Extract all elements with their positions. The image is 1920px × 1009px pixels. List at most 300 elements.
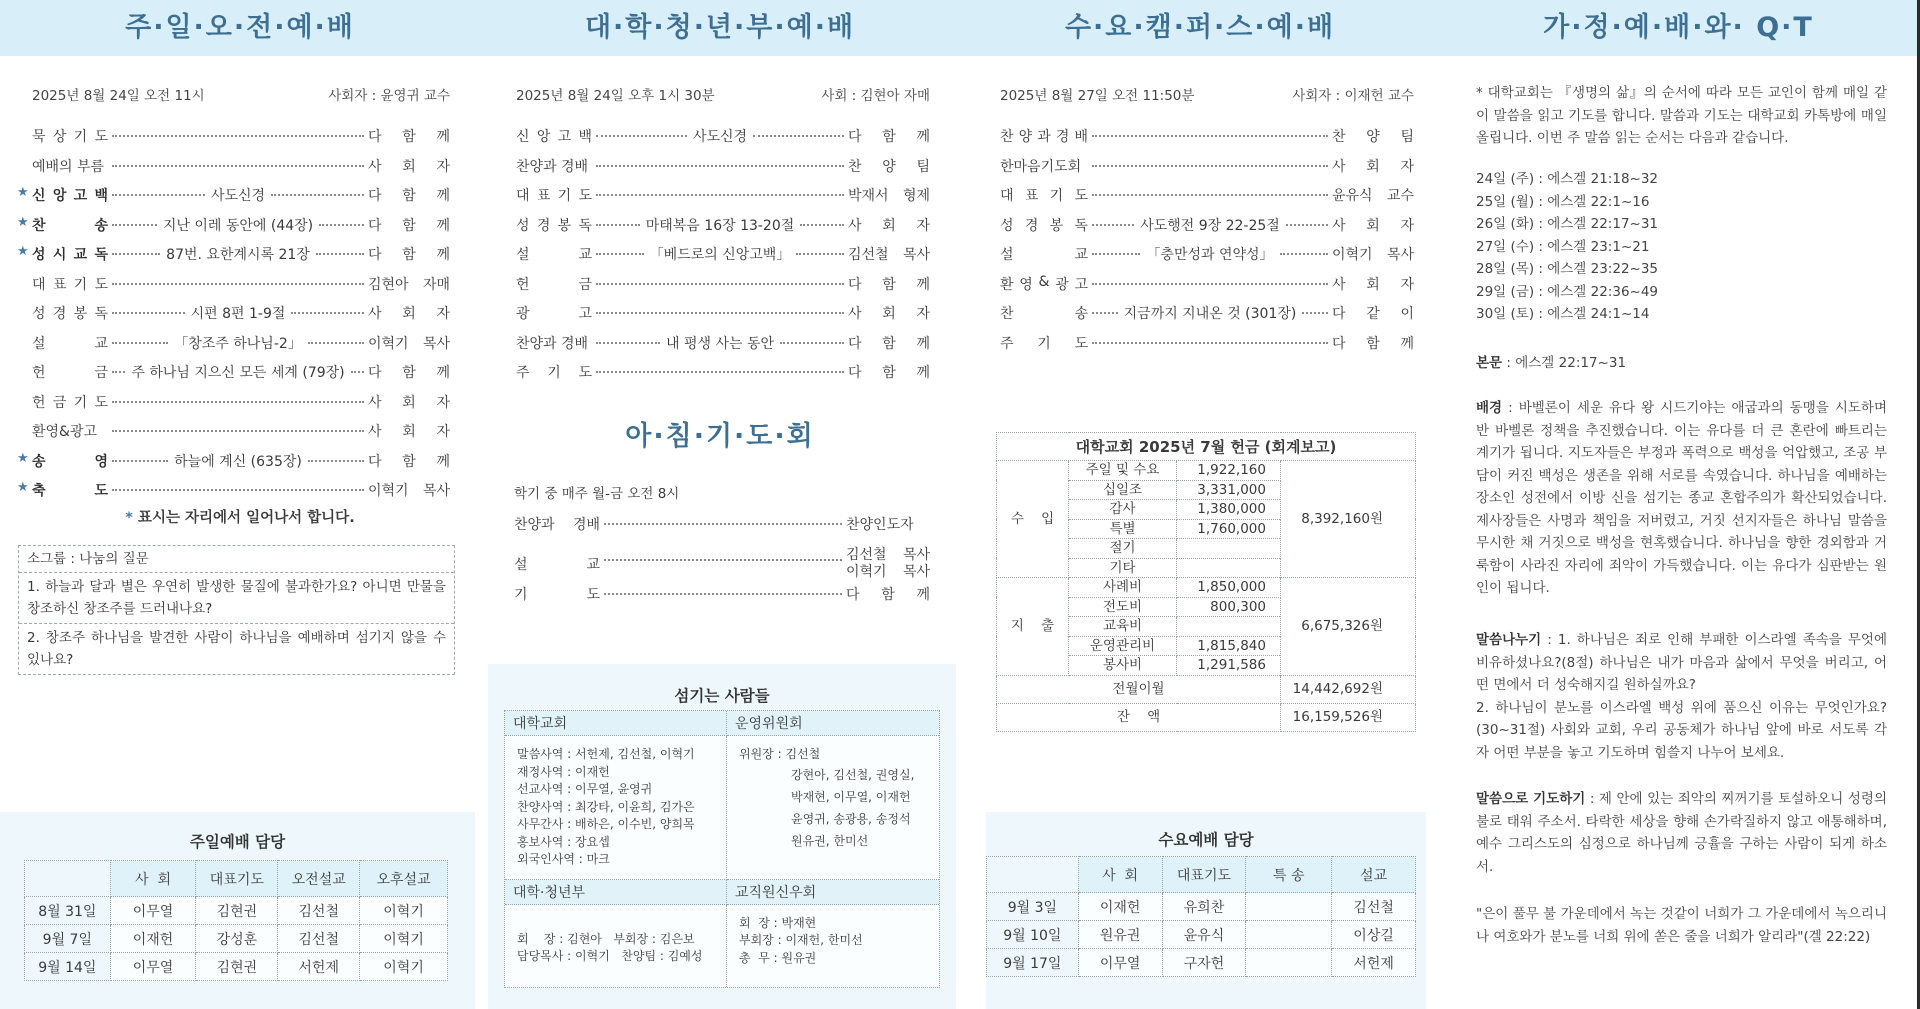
dot-leader <box>1286 224 1328 226</box>
order-item <box>1000 274 1414 304</box>
servants-group-heading: 교직원신우회 <box>727 880 939 905</box>
star-icon: ★ <box>17 185 29 200</box>
order-item-label: 광 고 <box>516 306 592 322</box>
order-item <box>17 244 450 274</box>
table-cell: 특별 <box>1069 519 1177 539</box>
table-cell: 사례비 <box>1069 578 1177 598</box>
order-item-detail: 사도신경 <box>210 188 266 204</box>
order-item-label: 신 앙 고 백 <box>516 129 592 145</box>
table-cell: 유희찬 <box>1162 893 1246 921</box>
table-cell: 구자헌 <box>1162 949 1246 977</box>
table-cell: 이혁기 <box>360 897 448 925</box>
order-item <box>514 584 930 614</box>
order-item-label: 성 시 교 독 <box>32 247 108 263</box>
dot-leader <box>112 460 168 462</box>
table-cell: 강성훈 <box>196 925 278 953</box>
dot-leader <box>596 253 644 255</box>
order-of-worship <box>17 126 451 510</box>
order-item-label: 성 경 봉 독 <box>1000 217 1088 234</box>
morning-prayer-title: 아·침·기·도·회 <box>625 421 815 452</box>
dot-leader <box>596 165 844 167</box>
order-item-leader: 찬양인도자 <box>846 517 914 533</box>
dot-leader <box>112 283 364 285</box>
order-item-detail: 하늘에 계신 (635장) <box>174 453 302 470</box>
table-cell: 1,291,586 <box>1177 656 1281 676</box>
table-cell: 전월이월 <box>997 675 1281 703</box>
section-title: 수·요·캠·퍼·스·예·배 <box>1064 12 1336 43</box>
report-title: 대학교회 2025년 7월 헌금 (회계보고) <box>997 433 1416 461</box>
reading-plan-item: 27일 (수) : 에스겔 23:1~21 <box>1476 238 1650 255</box>
order-item-leader: 김선철 목사 이혁기 목사 <box>846 546 930 580</box>
dot-leader <box>780 342 844 344</box>
table-cell: 이상길 <box>1332 921 1416 949</box>
table-cell: 운영관리비 <box>1069 636 1177 656</box>
duty-title: 수요예배 담당 <box>1158 831 1254 849</box>
table-cell: 김현권 <box>196 953 278 981</box>
dot-leader <box>1092 135 1328 137</box>
order-item-label: 주 기 도 <box>1000 335 1088 352</box>
table-cell: 기타 <box>1069 558 1177 578</box>
order-item-leader: 다 함 께 <box>848 276 930 293</box>
qt-prayer: 말씀으로 기도하기 : 제 안에 있는 죄악의 찌꺼기를 토설하오니 성령의 불로 태워 주소서. 타락한 세상을 향해 손가락질하지 않고 애통해하며, 예수 그리스도의 심정으로 하나님께 긍휼을 구하는 사람이 되게 하소서. <box>1476 791 1887 875</box>
order-item <box>516 126 930 156</box>
servants-group-body: 말씀사역 : 서헌제, 김선철, 이혁기 재정사역 : 이재헌 선교사역 : 이무열, 윤영귀 찬양사역 : 최강타, 이윤희, 김가은 사무간사 : 배하은, 이수빈, 양희목 홍보사역 : 장요셉 외국인사역 : 마크 <box>505 736 727 880</box>
order-item <box>1000 244 1414 274</box>
table-row <box>25 925 448 953</box>
order-item-label: 찬 송 <box>1000 306 1088 322</box>
column-header: 특 송 <box>1246 857 1332 893</box>
table-cell: 김선철 <box>1332 893 1416 921</box>
table-cell: 1,815,840 <box>1177 636 1281 656</box>
table-row <box>987 893 1416 921</box>
order-item-leader: 이혁기 목사 <box>368 335 450 352</box>
order-item-label: 설 교 <box>514 556 600 573</box>
servants-group-body: 회 장 : 박재현 부회장 : 이재헌, 한미선 총 무 : 원유권 <box>739 915 863 965</box>
table-cell: 잔 액 <box>997 703 1281 731</box>
dot-leader <box>308 460 364 462</box>
reading-plan-item: 25일 (월) : 에스겔 22:1~16 <box>1476 193 1650 210</box>
section-total: 6,675,326원 <box>1281 578 1416 676</box>
servants-panel <box>488 664 956 1009</box>
qt-sharing: 말씀나누기 : 1. 하나님은 죄로 인해 부패한 이스라엘 족속을 무엇에 비유하셨나요?(8절) 하나님은 내가 마음과 삶에서 무엇을 버리고, 어떤 면에서 더 성숙해지길 원하실까요? 2. 하나님이 분노를 이스라엘 백성 위에 품으신 이유는 무엇인가요?(30~31절) 사회와 교회, 우리 공동체가 하나님 앞에 바로 서도록 각자 어떤 부분을 놓고 기도하며 힘쓸지 나누어 보세요. <box>1476 632 1887 761</box>
dot-leader <box>604 559 842 561</box>
dot-leader <box>112 312 185 314</box>
dot-leader <box>1092 283 1328 285</box>
table-cell <box>1177 539 1281 559</box>
order-item-detail: 마태복음 16장 13-20절 <box>645 217 795 234</box>
order-item-detail: 87번. 요한계시록 21장 <box>166 247 310 263</box>
table-cell: 원유권 <box>1078 921 1162 949</box>
order-item-label: 주 기 도 <box>516 365 592 381</box>
service-host: 사회 : 김현아 자매 <box>821 88 930 104</box>
servants-group-body: 회 장 : 김현아 부회장 : 김은보 담당목사 : 이혁기 찬양팀 : 김예성 <box>505 905 727 987</box>
order-item-leader: 사 회 자 <box>848 217 931 234</box>
order-item <box>1000 185 1414 215</box>
order-item-label: 성 경 봉 독 <box>32 306 108 322</box>
table-cell: 1,380,000 <box>1177 500 1281 520</box>
order-item-leader: 이혁기 목사 <box>368 483 450 499</box>
table-cell: 8월 31일 <box>25 897 111 925</box>
reading-plan-item: 28일 (목) : 에스겔 23:22~35 <box>1476 261 1659 277</box>
table-cell: 주일 및 수요 <box>1069 461 1177 481</box>
star-icon: ★ <box>17 480 29 495</box>
order-item-detail: 시편 8편 1-9절 <box>190 306 286 322</box>
order-item-leader: 찬 양 팀 <box>848 158 930 175</box>
table-cell: 이무열 <box>1078 949 1162 977</box>
order-item <box>516 244 930 274</box>
table-cell: 1,850,000 <box>1177 578 1281 598</box>
order-item <box>1000 333 1414 363</box>
standing-note: * 표시는 자리에서 일어나서 합니다. <box>125 510 355 526</box>
table-row <box>987 921 1416 949</box>
table-cell: 9월 17일 <box>987 949 1079 977</box>
order-item-detail: 내 평생 사는 동안 <box>665 335 775 352</box>
order-item-leader: 김현아 자매 <box>368 276 450 293</box>
table-cell: 윤유식 <box>1162 921 1246 949</box>
dot-leader <box>112 135 364 137</box>
dot-leader <box>796 253 844 255</box>
home-worship-qt <box>1440 0 1917 1009</box>
order-item-label: 환영&광고 <box>32 424 98 440</box>
order-item <box>1000 215 1414 245</box>
order-of-worship <box>516 126 930 392</box>
order-item <box>17 185 451 215</box>
table-cell <box>1246 949 1332 977</box>
table-cell: 9월 3일 <box>987 893 1079 921</box>
order-item <box>17 214 450 245</box>
order-item-leader: 다 함 께 <box>848 129 931 145</box>
order-item-label: 환 영 & 광 고 <box>1000 273 1088 293</box>
table-cell: 1,922,160 <box>1177 461 1281 481</box>
section-title: 가·정·예·배·와· Q·T <box>1543 12 1814 43</box>
order-item <box>516 362 930 392</box>
star-icon: ★ <box>17 450 29 466</box>
order-item-leader: 다 함 께 <box>368 247 450 263</box>
dot-leader <box>800 224 844 226</box>
qt-passage: 본문 : 에스겔 22:17~31 <box>1476 355 1627 371</box>
column-header <box>987 857 1079 893</box>
dot-leader <box>319 224 364 226</box>
table-cell: 이무열 <box>110 897 196 925</box>
order-item-leader: 사 회 자 <box>368 306 450 322</box>
reading-plan-item: 26일 (화) : 에스겔 22:17~31 <box>1476 216 1659 232</box>
order-item-leader: 다 함 께 <box>368 365 450 381</box>
dot-leader <box>1092 165 1328 167</box>
order-item <box>32 333 450 363</box>
order-item-label: 설 교 <box>516 247 592 263</box>
table-cell: 9월 7일 <box>25 925 111 953</box>
order-item-label: 대 표 기 도 <box>516 188 592 204</box>
table-cell: 이혁기 <box>360 925 448 953</box>
order-item <box>32 392 450 422</box>
order-item <box>516 303 930 333</box>
service-host: 사회자 : 이재헌 교수 <box>1292 88 1414 104</box>
dot-leader <box>1092 312 1118 314</box>
table-cell: 서헌제 <box>278 953 360 981</box>
order-item-leader: 다 함 께 <box>848 335 930 352</box>
order-item <box>32 362 450 392</box>
service-host: 사회자 : 윤영귀 교수 <box>328 88 450 104</box>
order-item-leader: 다 같 이 <box>1332 306 1414 322</box>
dot-leader <box>351 371 364 373</box>
order-item-leader: 사 회 자 <box>1332 217 1415 234</box>
table-cell: 3,331,000 <box>1177 480 1281 500</box>
dot-leader <box>112 401 364 403</box>
dot-leader <box>112 489 364 491</box>
table-cell: 전도비 <box>1069 597 1177 617</box>
order-item <box>514 544 930 584</box>
star-icon: ★ <box>17 244 29 259</box>
dot-leader <box>596 135 687 137</box>
service-meta <box>32 84 450 104</box>
column-header: 설교 <box>1332 857 1416 893</box>
order-item <box>514 514 930 544</box>
table-cell: 이무열 <box>110 953 196 981</box>
table-cell: 김현권 <box>196 897 278 925</box>
reading-plan <box>1476 168 1887 326</box>
order-item-leader: 사 회 자 <box>368 158 450 175</box>
table-cell: 감사 <box>1069 500 1177 520</box>
order-item <box>1000 126 1414 156</box>
table-cell: 이재헌 <box>1078 893 1162 921</box>
small-group-questions <box>18 545 455 675</box>
morning-prayer-order <box>514 514 930 613</box>
servants-title: 섬기는 사람들 <box>674 687 770 705</box>
order-item-label: 찬 양 과 경 배 <box>1000 129 1088 145</box>
order-item-detail: 「충만성과 연약성」 <box>1146 247 1274 263</box>
column-header: 오전설교 <box>278 861 360 897</box>
order-item-label: 축 도 <box>32 483 108 499</box>
order-item-leader: 다 함 께 <box>368 217 450 234</box>
duty-title: 주일예배 담당 <box>189 833 286 851</box>
wednesday-duty-panel <box>986 812 1426 1009</box>
reading-plan-item: 24일 (주) : 에스겔 21:18~32 <box>1476 171 1659 187</box>
table-cell: 김선철 <box>278 925 360 953</box>
table-row <box>25 953 448 981</box>
column-header: 오후설교 <box>360 861 448 897</box>
table-cell: 이혁기 <box>360 953 448 981</box>
section-title: 주·일·오·전·예·배 <box>125 12 355 43</box>
dot-leader <box>596 371 844 373</box>
qt-intro: * 대학교회는 『생명의 삶』의 순서에 따라 모든 교인이 함께 매일 같이 말씀을 읽고 기도를 합니다. 말씀과 기도는 대학교회 카톡방에 매일 올립니다. 이번 주 말씀 읽는 순서는 다음과 같습니다. <box>1476 85 1887 146</box>
order-item-leader: 사 회 자 <box>848 306 930 322</box>
order-item <box>32 421 450 451</box>
order-item-leader: 다 함 께 <box>848 365 930 381</box>
order-item <box>516 274 930 304</box>
order-item-detail: 사도신경 <box>692 129 748 145</box>
order-item-label: 설 교 <box>32 335 108 352</box>
dot-leader <box>112 342 168 344</box>
dot-leader <box>1092 342 1328 344</box>
table-cell: 800,300 <box>1177 597 1281 617</box>
table-cell <box>1177 558 1281 578</box>
order-item-label: 송 영 <box>32 453 108 470</box>
column-header: 대표기도 <box>196 861 278 897</box>
dot-leader <box>1302 312 1328 314</box>
order-item-leader: 다 함 께 <box>1332 335 1414 352</box>
dot-leader <box>604 523 842 525</box>
table-cell: 김선철 <box>278 897 360 925</box>
order-item-label: 묵 상 기 도 <box>32 129 108 145</box>
dot-leader <box>596 283 844 285</box>
dot-leader <box>112 194 205 196</box>
column-header: 사 회 <box>110 861 196 897</box>
section-total: 8,392,160원 <box>1281 461 1416 578</box>
table-cell: 서헌제 <box>1332 949 1416 977</box>
table-cell: 이재헌 <box>110 925 196 953</box>
table-cell <box>1246 921 1332 949</box>
small-group-heading: 소그룹 : 나눔의 질문 <box>19 546 454 573</box>
accounting-report-table <box>996 432 1416 732</box>
order-item-leader: 다 함 께 <box>368 453 451 470</box>
order-item-label: 대 표 기 도 <box>1000 188 1088 204</box>
table-cell <box>1246 893 1332 921</box>
order-item-leader: 사 회 자 <box>1332 276 1414 293</box>
wednesday-service <box>960 0 1440 1009</box>
sunday-duty-panel <box>0 812 475 1009</box>
table-row <box>25 897 448 925</box>
dot-leader <box>291 312 364 314</box>
service-date: 2025년 8월 24일 오전 11시 <box>32 88 205 104</box>
order-item-label: 찬양과 경배 <box>516 335 589 352</box>
table-cell: 봉사비 <box>1069 656 1177 676</box>
order-item-leader: 박재서 형제 <box>848 188 930 204</box>
order-item-leader: 이혁기 목사 <box>1332 247 1414 263</box>
dot-leader <box>112 165 364 167</box>
table-cell: 절기 <box>1069 539 1177 559</box>
dot-leader <box>753 135 844 137</box>
order-item-detail: 사도행전 9장 22-25절 <box>1140 217 1280 234</box>
order-item-label: 신 앙 고 백 <box>32 188 108 204</box>
order-item-leader: 다 함 께 <box>368 129 450 145</box>
order-item-label: 설 교 <box>1000 247 1088 263</box>
order-item-label: 예배의 부름 <box>32 158 105 175</box>
question-item: 2. 창조주 하나님을 발견한 사람이 하나님을 예배하며 섬기지 않을 수 있나요? <box>27 630 446 668</box>
table-cell: 16,159,526원 <box>1281 703 1416 731</box>
order-item-leader: 찬 양 팀 <box>1332 129 1414 145</box>
order-item <box>17 450 451 481</box>
dot-leader <box>596 312 844 314</box>
order-item-leader: 김선철 목사 <box>848 247 930 263</box>
dot-leader <box>596 194 844 196</box>
servants-group-body: 위원장 : 김선철 강현아, 김선철, 권영실, 박재현, 이무열, 이재헌 윤영귀, 송광용, 송정석 원유권, 한미선 <box>727 736 939 880</box>
order-item-leader: 사 회 자 <box>1332 158 1414 175</box>
dot-leader <box>604 593 842 595</box>
order-item-leader: 다 함 께 <box>846 586 930 603</box>
qt-background: 배경 : 바벨론이 세운 유다 왕 시드기야는 애굽과의 동맹을 시도하며 반 바벨론 정책을 추진했습니다. 이는 유다를 더 큰 혼란에 빠트리는 계기가 됩니다. 지도자들은 부정과 폭력으로 백성을 억압했고, 조공 부담이 커진 백성은 생존을 위해 서로를 속였습니다. 하나님을 예배하는 장소인 성전에서 이방 신을 섬기는 종교 혼합주의가 확산되었습니다. 제사장들은 사명과 책임을 저버렸고, 거짓 선지자들은 하나님 말씀을 무시한 채 거짓으로 백성을 현혹했습니다. 하나님을 향한 경외함과 거룩함이 사라진 자리에 죄악이 가득했습니다. 이는 유다가 심판받는 원인이 됩니다. <box>1476 400 1887 596</box>
order-item-label: 찬양과 경배 <box>516 158 589 175</box>
order-item <box>516 333 930 363</box>
table-row <box>987 949 1416 977</box>
dot-leader <box>112 430 364 432</box>
dot-leader <box>596 342 660 344</box>
order-item <box>32 274 450 304</box>
order-item-label: 대 표 기 도 <box>32 276 108 293</box>
question-item: 1. 하늘과 달과 별은 우연히 발생한 물질에 불과한가요? 아니면 만물을 창조하신 창조주를 드러내나요? <box>19 573 454 624</box>
qt-verse: "은이 풀무 불 가운데에서 녹는 것같이 너희가 그 가운데에서 녹으리니 나 여호와가 분노를 너희 위에 쏟은 줄을 너희가 알리라"(겔 22:22) <box>1476 906 1887 945</box>
order-of-worship <box>1000 126 1414 362</box>
morning-prayer-schedule: 학기 중 매주 월-금 오전 8시 <box>514 486 680 502</box>
order-item <box>516 156 930 186</box>
column-header <box>25 861 111 897</box>
column-header: 사 회 <box>1078 857 1162 893</box>
dot-leader <box>1280 253 1328 255</box>
section-label: 수 입 <box>997 461 1069 578</box>
section-title: 대·학·청·년·부·예·배 <box>584 12 856 43</box>
service-meta <box>1000 84 1414 104</box>
dot-leader <box>596 224 640 226</box>
star-icon: ★ <box>17 214 29 230</box>
table-cell: 9월 14일 <box>25 953 111 981</box>
table-cell: 9월 10일 <box>987 921 1079 949</box>
order-item-detail: 「베드로의 신앙고백」 <box>649 247 791 263</box>
table-cell: 14,442,692원 <box>1281 675 1416 703</box>
order-item-label: 찬양과 경배 <box>514 517 600 533</box>
youth-service <box>480 0 960 1009</box>
order-item-leader: 사 회 자 <box>368 394 450 411</box>
sunday-morning-service <box>0 0 480 1009</box>
order-item-leader: 사 회 자 <box>368 424 450 440</box>
order-item-leader: 다 함 께 <box>368 188 451 204</box>
table-row <box>997 578 1416 598</box>
order-item <box>32 156 450 186</box>
dot-leader <box>112 253 160 255</box>
reading-plan-item: 30일 (토) : 에스겔 24:1~14 <box>1476 306 1650 322</box>
order-item <box>1000 303 1414 333</box>
column-header: 대표기도 <box>1162 857 1246 893</box>
order-item-label: 성 경 봉 독 <box>516 217 592 234</box>
order-item-label: 헌 금 기 도 <box>32 394 108 411</box>
order-item <box>32 126 450 156</box>
order-item-detail: 「창조주 하나님-2」 <box>174 335 302 352</box>
servants-group-heading: 운영위원회 <box>727 711 939 736</box>
dot-leader <box>1092 253 1140 255</box>
table-cell <box>1177 617 1281 637</box>
wednesday-duty-table <box>986 856 1416 977</box>
order-item-detail: 주 하나님 지으신 모든 세계 (79장) <box>131 365 345 381</box>
order-item-label: 기 도 <box>514 586 600 603</box>
dot-leader <box>112 224 157 226</box>
dot-leader <box>308 342 364 344</box>
sunday-duty-table <box>24 860 448 981</box>
order-item <box>516 215 930 245</box>
order-item-label: 헌 금 <box>516 276 592 293</box>
section-label: 지 출 <box>997 578 1069 676</box>
order-item <box>1000 156 1414 186</box>
table-row <box>997 461 1416 481</box>
table-cell: 교육비 <box>1069 617 1177 637</box>
dot-leader <box>1092 224 1134 226</box>
dot-leader <box>271 194 364 196</box>
star-icon: * <box>125 510 133 526</box>
servants-group-heading: 대학교회 <box>505 711 727 736</box>
order-item-detail: 지금까지 지내온 것 (301장) <box>1123 306 1297 322</box>
servants-group-heading: 대학·청년부 <box>505 880 727 905</box>
service-date: 2025년 8월 24일 오후 1시 30분 <box>516 88 715 104</box>
order-item <box>516 185 930 215</box>
servants-grid <box>504 710 940 988</box>
order-item <box>32 303 450 333</box>
table-cell: 십일조 <box>1069 480 1177 500</box>
dot-leader <box>112 371 125 373</box>
service-date: 2025년 8월 27일 오전 11:50분 <box>1000 88 1195 104</box>
order-item-leader: 윤유식 교수 <box>1332 188 1414 204</box>
order-item-label: 찬 송 <box>32 217 108 234</box>
dot-leader <box>316 253 364 255</box>
service-meta <box>516 84 930 104</box>
table-cell: 1,760,000 <box>1177 519 1281 539</box>
order-item-label: 헌 금 <box>32 365 108 381</box>
